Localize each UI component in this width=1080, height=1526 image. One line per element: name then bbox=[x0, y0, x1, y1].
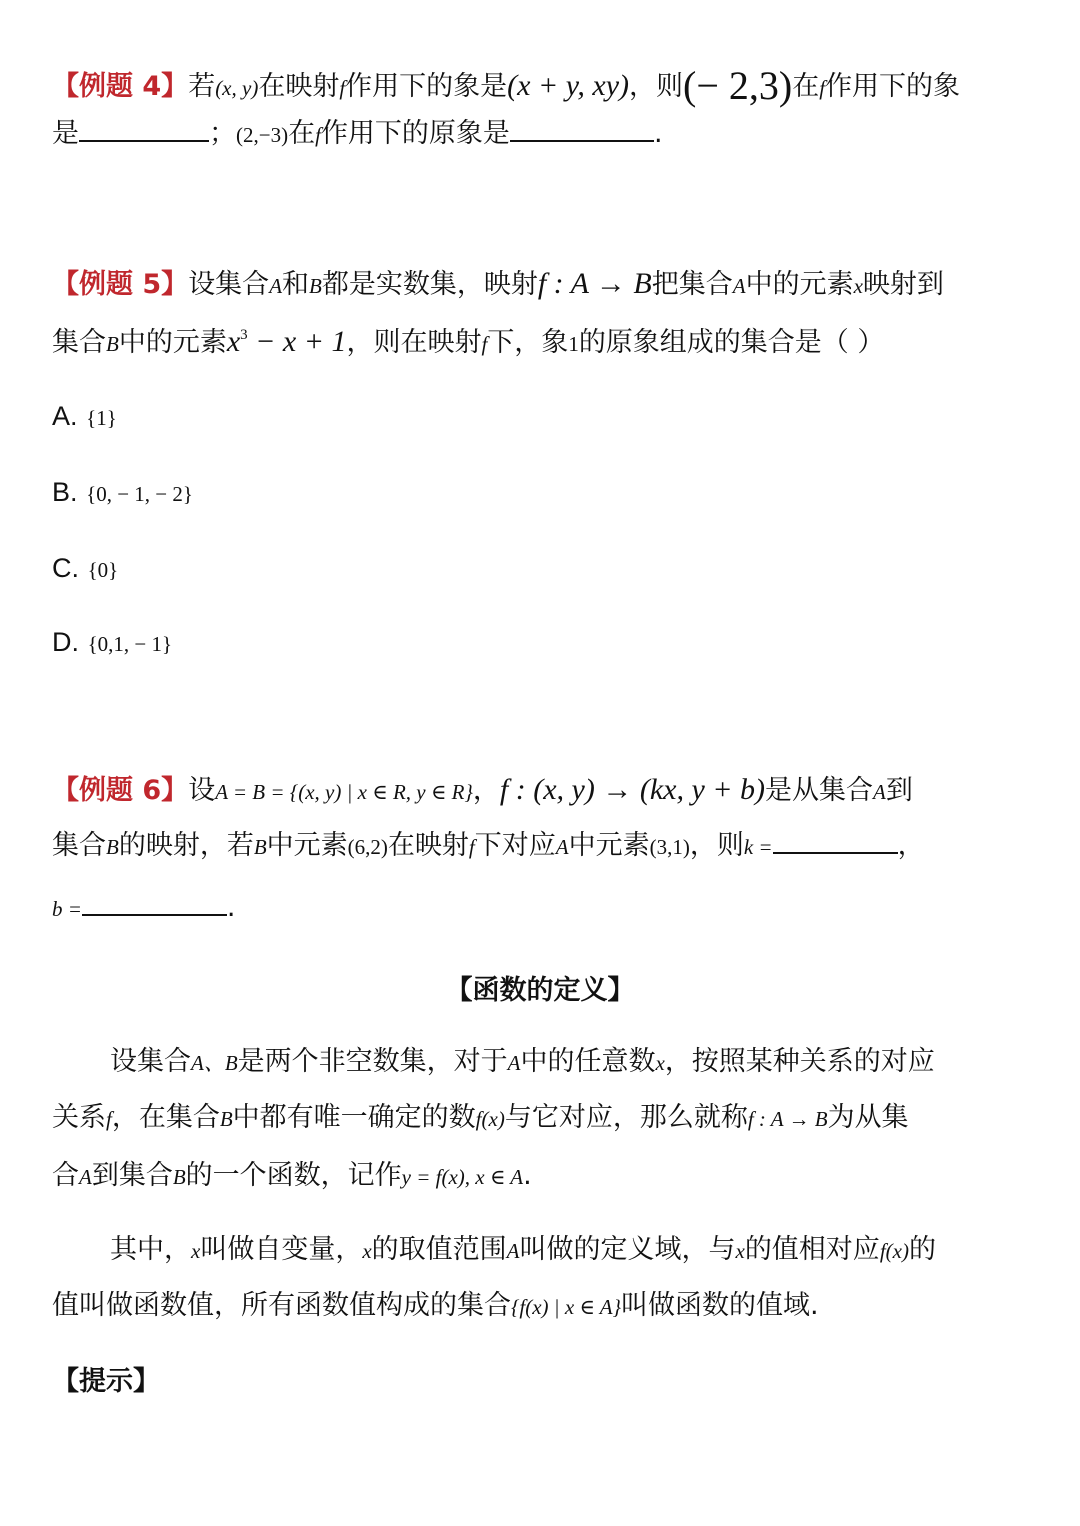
ex5-line1: 【例题 5】设集合A和B都是实数集，映射f : A → B把集合A中的元素x映射到 bbox=[52, 267, 944, 300]
option-d[interactable]: D. {0,1, − 1} bbox=[52, 627, 173, 657]
ex6-line3: b = . bbox=[52, 892, 236, 923]
def-line4: 其中，x叫做自变量，x的取值范围A叫做的定义域，与x的值相对应f(x)的 bbox=[110, 1234, 936, 1265]
answer-blank-k[interactable] bbox=[773, 851, 898, 854]
ex5-line2: 集合B中的元素$x^3 - x + 1$，则在映射f下，象1的原象组成的集合是（ ） bbox=[52, 325, 885, 358]
answer-blank[interactable] bbox=[510, 139, 654, 142]
ex6-line1: 【例题 6】设A = B = {(x, y) | x ∈ R, y ∈ R}，f : (x, y) → (kx, y + b)是从集合A到 bbox=[52, 773, 913, 806]
option-b[interactable]: B. {0, − 1, − 2} bbox=[52, 477, 193, 507]
def-line2: 关系f，在集合B中都有唯一确定的数f(x)与它对应，那么就称f : A → B为从集 bbox=[52, 1102, 909, 1133]
ex4-line2: 是 ；(2,−3)在f作用下的原象是 . bbox=[52, 118, 663, 149]
ex5-tag: 【例题 5】 bbox=[52, 269, 189, 300]
ex4-tag: 【例题 4】 bbox=[52, 71, 189, 102]
ex4-line1: 【例题 4】若(x, y)在映射f作用下的象是(x + y, xy)，则(− 2,3)在f作用下的象 bbox=[52, 63, 961, 108]
ex6-tag: 【例题 6】 bbox=[52, 775, 189, 806]
def-line3: 合A到集合B的一个函数，记作y = f(x), x ∈ A. bbox=[52, 1160, 532, 1191]
answer-blank-b[interactable] bbox=[82, 913, 227, 916]
option-c[interactable]: C. {0} bbox=[52, 553, 119, 583]
option-a[interactable]: A. {1} bbox=[52, 401, 117, 431]
answer-blank[interactable] bbox=[79, 139, 209, 142]
hint-heading: 【提示】 bbox=[52, 1366, 160, 1397]
def-line5: 值叫做函数值，所有函数值构成的集合{f(x) | x ∈ A}叫做函数的值域. bbox=[52, 1290, 819, 1321]
def-line1: 设集合A、B是两个非空数集，对于A中的任意数x，按照某种关系的对应 bbox=[110, 1046, 935, 1077]
section-title: 【函数的定义】 bbox=[445, 975, 635, 1006]
ex6-line2: 集合B的映射，若B中元素(6,2)在映射f下对应A中元素(3,1)，则k = ， bbox=[52, 830, 925, 861]
